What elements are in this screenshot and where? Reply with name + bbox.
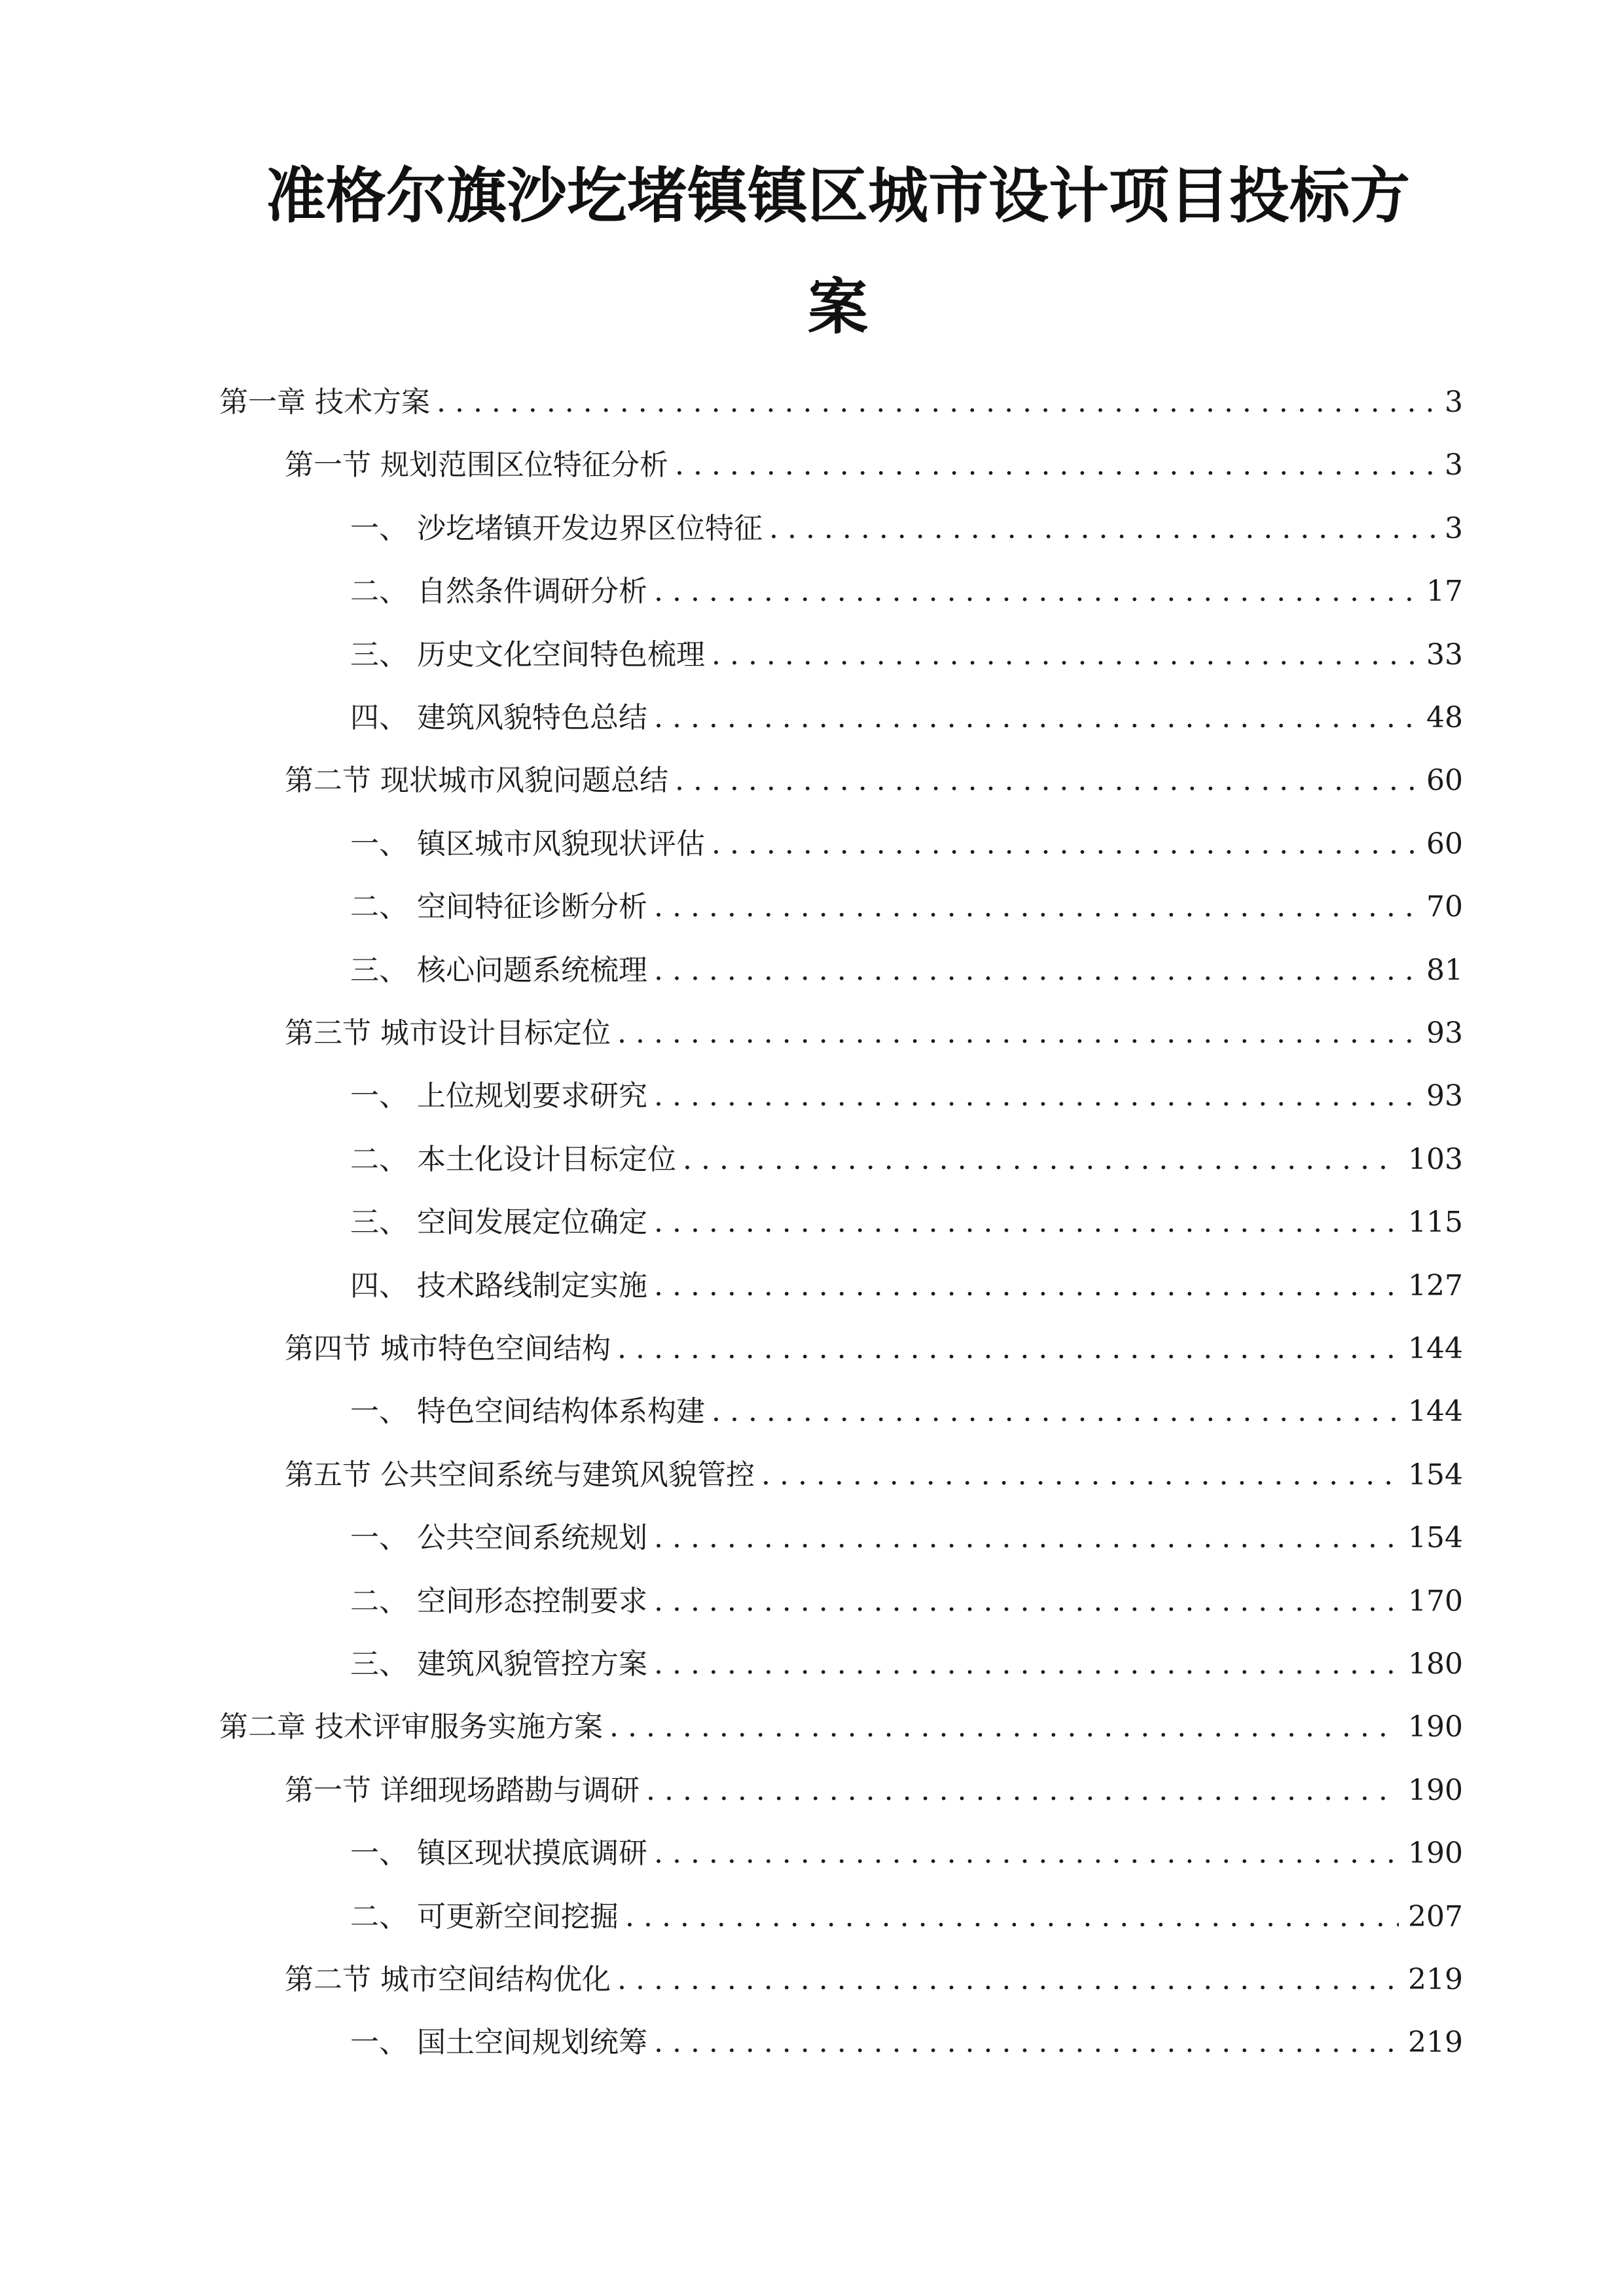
toc-entry-label: 第三节 城市设计目标定位 — [285, 1016, 611, 1050]
toc-entry-label: 四、 建筑风貌特色总结 — [350, 701, 647, 734]
toc-entry[interactable] — [350, 1638, 1463, 1691]
toc-dot-leader — [654, 565, 1417, 618]
toc-page-number: 103 — [1408, 1143, 1463, 1176]
toc-dot-leader — [712, 818, 1417, 870]
toc-page-number: 60 — [1426, 827, 1463, 861]
toc-entry-label: 二、 空间形态控制要求 — [350, 1585, 647, 1618]
toc-dot-leader — [654, 1196, 1399, 1249]
toc-page-number: 180 — [1408, 1647, 1463, 1681]
toc-entry[interactable] — [285, 1323, 1463, 1375]
toc-page-number: 154 — [1408, 1458, 1463, 1492]
toc-entry-label: 一、 上位规划要求研究 — [350, 1079, 647, 1113]
toc-dot-leader — [617, 1323, 1399, 1375]
toc-dot-leader — [437, 376, 1435, 429]
toc-entry[interactable] — [350, 881, 1463, 933]
toc-dot-leader — [617, 1007, 1417, 1060]
toc-dot-leader — [654, 692, 1417, 744]
toc-entry[interactable] — [350, 818, 1463, 870]
toc-entry-label: 二、 可更新空间挖掘 — [350, 1900, 619, 1933]
toc-dot-leader — [654, 1575, 1399, 1628]
toc-entry[interactable] — [350, 1260, 1463, 1312]
toc-entry-label: 第五节 公共空间系统与建筑风貌管控 — [285, 1458, 755, 1492]
toc-entry[interactable] — [350, 1386, 1463, 1438]
toc-dot-leader — [654, 1827, 1399, 1880]
toc-entry[interactable] — [350, 1134, 1463, 1186]
toc-page-number: 190 — [1408, 1774, 1463, 1807]
toc-page-number: 115 — [1408, 1206, 1463, 1239]
toc-entry[interactable] — [350, 1827, 1463, 1880]
toc-dot-leader — [654, 1070, 1417, 1122]
toc-entry-label: 一、 镇区现状摸底调研 — [350, 1837, 647, 1870]
toc-entry[interactable] — [350, 565, 1463, 618]
toc-dot-leader — [683, 1134, 1399, 1186]
toc-dot-leader — [617, 1954, 1399, 2006]
toc-entry[interactable] — [285, 1954, 1463, 2006]
document-title-line-2: 案 — [807, 272, 868, 342]
toc-dot-leader — [654, 944, 1417, 997]
toc-dot-leader — [654, 1260, 1399, 1312]
toc-page-number: 207 — [1408, 1900, 1463, 1933]
toc-entry[interactable] — [350, 1575, 1463, 1628]
toc-entry[interactable] — [350, 1196, 1463, 1249]
toc-entry[interactable] — [350, 2017, 1463, 2069]
toc-page-number: 3 — [1445, 512, 1463, 545]
toc-page-number: 219 — [1408, 1963, 1463, 1996]
toc-dot-leader — [654, 1512, 1399, 1564]
toc-entry[interactable] — [350, 1891, 1463, 1943]
toc-page-number: 3 — [1445, 386, 1463, 419]
toc-entry-label: 第一节 规划范围区位特征分析 — [285, 448, 668, 482]
toc-page-number: 144 — [1408, 1395, 1463, 1428]
toc-dot-leader — [769, 503, 1435, 555]
toc-dot-leader — [646, 1765, 1399, 1817]
toc-page-number: 17 — [1426, 575, 1463, 608]
toc-entry-label: 二、 本土化设计目标定位 — [350, 1143, 676, 1176]
toc-page-number: 93 — [1426, 1079, 1463, 1113]
toc-entry-label: 三、 核心问题系统梳理 — [350, 954, 647, 987]
toc-entry-label: 一、 国土空间规划统筹 — [350, 2026, 647, 2059]
toc-entry-label: 第一章 技术方案 — [219, 386, 430, 419]
toc-page-number: 93 — [1426, 1016, 1463, 1050]
document-title-line-1: 准格尔旗沙圪堵镇镇区城市设计项目投标方 — [265, 161, 1410, 231]
toc-page-number: 190 — [1408, 1837, 1463, 1870]
toc-entry-label: 第四节 城市特色空间结构 — [285, 1332, 611, 1365]
toc-entry[interactable] — [285, 1007, 1463, 1060]
toc-dot-leader — [654, 881, 1417, 933]
toc-entry-label: 一、 镇区城市风貌现状评估 — [350, 827, 705, 861]
toc-entry-label: 第二节 城市空间结构优化 — [285, 1963, 611, 1996]
toc-entry-label: 三、 建筑风貌管控方案 — [350, 1647, 647, 1681]
toc-entry-label: 一、 公共空间系统规划 — [350, 1521, 647, 1554]
toc-page-number: 48 — [1426, 701, 1463, 734]
toc-dot-leader — [761, 1449, 1399, 1501]
toc-entry[interactable] — [285, 439, 1463, 492]
toc-entry[interactable] — [350, 944, 1463, 997]
toc-page-number: 144 — [1408, 1332, 1463, 1365]
toc-dot-leader — [654, 2017, 1399, 2069]
toc-entry[interactable] — [350, 503, 1463, 555]
toc-entry[interactable] — [219, 376, 1463, 429]
toc-entry[interactable] — [350, 1070, 1463, 1122]
toc-entry[interactable] — [285, 755, 1463, 807]
toc-entry-label: 一、 特色空间结构体系构建 — [350, 1395, 705, 1428]
toc-dot-leader — [654, 1638, 1399, 1691]
toc-page-number: 170 — [1408, 1585, 1463, 1618]
toc-page-number: 127 — [1408, 1269, 1463, 1302]
toc-entry[interactable] — [219, 1701, 1463, 1753]
toc-dot-leader — [712, 1386, 1399, 1438]
toc-dot-leader — [625, 1891, 1399, 1943]
toc-dot-leader — [609, 1701, 1399, 1753]
toc-page-number: 154 — [1408, 1521, 1463, 1554]
toc-entry[interactable] — [285, 1765, 1463, 1817]
toc-page-number: 33 — [1426, 638, 1463, 672]
toc-page-number: 190 — [1408, 1710, 1463, 1744]
toc-page-number: 219 — [1408, 2026, 1463, 2059]
toc-dot-leader — [675, 439, 1435, 492]
toc-entry-label: 二、 空间特征诊断分析 — [350, 890, 647, 924]
toc-page-number: 70 — [1426, 890, 1463, 924]
toc-entry[interactable] — [350, 692, 1463, 744]
toc-entry-label: 三、 空间发展定位确定 — [350, 1206, 647, 1239]
toc-entry-label: 一、 沙圪堵镇开发边界区位特征 — [350, 512, 763, 545]
toc-entry-label: 二、 自然条件调研分析 — [350, 575, 647, 608]
toc-page-number: 60 — [1426, 764, 1463, 797]
toc-entry-label: 四、 技术路线制定实施 — [350, 1269, 647, 1302]
toc-page-number: 3 — [1445, 448, 1463, 482]
toc-page-number: 81 — [1426, 954, 1463, 987]
toc-entry[interactable] — [350, 629, 1463, 681]
toc-entry[interactable] — [285, 1449, 1463, 1501]
toc-entry-label: 第二节 现状城市风貌问题总结 — [285, 764, 668, 797]
toc-dot-leader — [712, 629, 1417, 681]
toc-entry-label: 第一节 详细现场踏勘与调研 — [285, 1774, 640, 1807]
toc-entry-label: 第二章 技术评审服务实施方案 — [219, 1710, 603, 1744]
toc-entry-label: 三、 历史文化空间特色梳理 — [350, 638, 705, 672]
toc-entry[interactable] — [350, 1512, 1463, 1564]
toc-dot-leader — [675, 755, 1417, 807]
